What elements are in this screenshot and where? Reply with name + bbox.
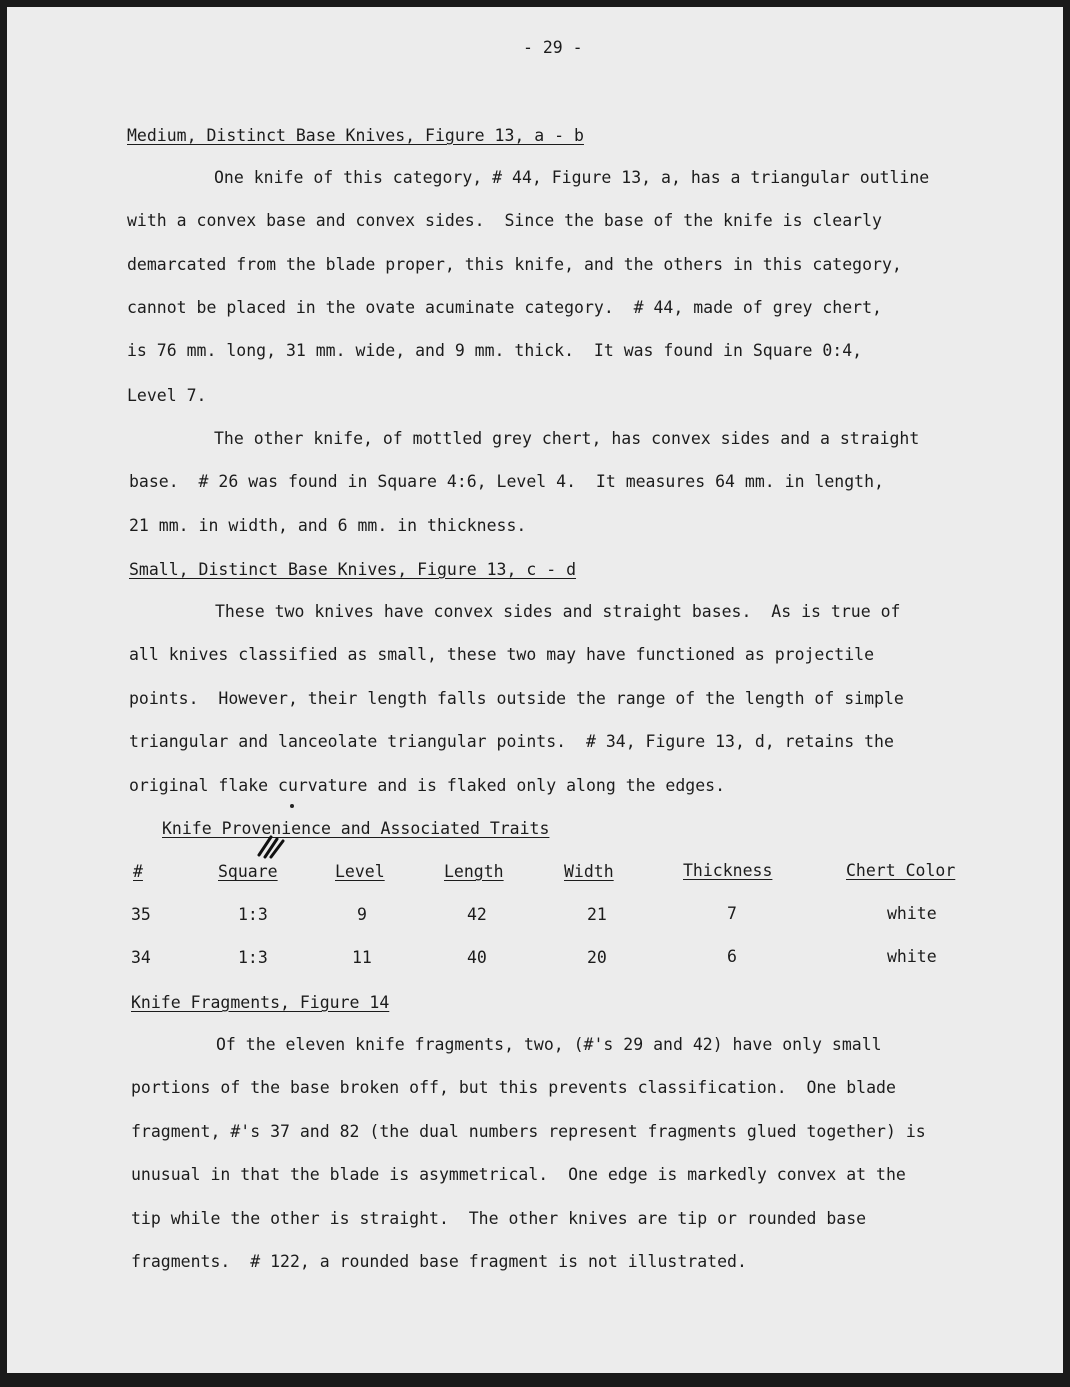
table-header-chert-color: Chert Color xyxy=(846,861,956,880)
section-heading-knife-fragments: Knife Fragments, Figure 14 xyxy=(131,993,390,1012)
table-title: Knife Provenience and Associated Traits xyxy=(162,819,550,838)
paragraph-line: These two knives have convex sides and straight bases. As is true of xyxy=(215,602,901,621)
paragraph-line: The other knife, of mottled grey chert, has convex sides and a straight xyxy=(214,429,920,448)
page-number: - 29 - xyxy=(523,38,583,57)
paragraph-line: Level 7. xyxy=(127,386,207,405)
table-cell: white xyxy=(887,947,937,966)
table-cell: 1:3 xyxy=(238,905,268,924)
paragraph-line: fragments. # 122, a rounded base fragment is not illustrated. xyxy=(131,1252,747,1271)
table-cell: 34 xyxy=(131,948,151,967)
paragraph-line: fragment, #'s 37 and 82 (the dual numbers represent fragments glued together) is xyxy=(131,1122,926,1141)
paragraph-line: tip while the other is straight. The other knives are tip or rounded base xyxy=(131,1209,867,1228)
table-cell: 40 xyxy=(467,948,487,967)
table-cell: white xyxy=(887,904,937,923)
paragraph-line: One knife of this category, # 44, Figure 13, a, has a triangular outline xyxy=(214,168,930,187)
table-cell: 9 xyxy=(357,905,367,924)
paragraph-line: original flake curvature and is flaked only along the edges. xyxy=(129,776,726,795)
document-page xyxy=(7,7,1063,1373)
table-cell: 7 xyxy=(727,904,737,923)
table-header-level: Level xyxy=(335,862,385,881)
table-header-square: Square xyxy=(218,862,278,881)
paragraph-line: portions of the base broken off, but this prevents classification. One blade xyxy=(131,1078,896,1097)
section-heading-small-knives: Small, Distinct Base Knives, Figure 13, c - d xyxy=(129,560,577,579)
paragraph-line: all knives classified as small, these two may have functioned as projectile xyxy=(129,645,875,664)
ink-mark xyxy=(255,833,289,859)
paragraph-line: cannot be placed in the ovate acuminate category. # 44, made of grey chert, xyxy=(127,298,882,317)
scan-speck xyxy=(290,804,294,808)
paragraph-line: with a convex base and convex sides. Since the base of the knife is clearly xyxy=(127,211,882,230)
paragraph-line: base. # 26 was found in Square 4:6, Level 4. It measures 64 mm. in length, xyxy=(129,472,884,491)
table-cell: 6 xyxy=(727,947,737,966)
table-cell: 11 xyxy=(352,948,372,967)
table-cell: 35 xyxy=(131,905,151,924)
table-header-width: Width xyxy=(564,862,614,881)
table-cell: 20 xyxy=(587,948,607,967)
paragraph-line: Of the eleven knife fragments, two, (#'s 29 and 42) have only small xyxy=(216,1035,882,1054)
paragraph-line: 21 mm. in width, and 6 mm. in thickness. xyxy=(129,516,527,535)
paragraph-line: is 76 mm. long, 31 mm. wide, and 9 mm. thick. It was found in Square 0:4, xyxy=(127,341,863,360)
paragraph-line: points. However, their length falls outside the range of the length of simple xyxy=(129,689,904,708)
table-header-length: Length xyxy=(444,862,504,881)
table-cell: 42 xyxy=(467,905,487,924)
table-cell: 21 xyxy=(587,905,607,924)
table-cell: 1:3 xyxy=(238,948,268,967)
paragraph-line: triangular and lanceolate triangular points. # 34, Figure 13, d, retains the xyxy=(129,732,894,751)
paragraph-line: unusual in that the blade is asymmetrical. One edge is markedly convex at the xyxy=(131,1165,906,1184)
paragraph-line: demarcated from the blade proper, this knife, and the others in this category, xyxy=(127,255,902,274)
table-header-number: # xyxy=(133,862,143,881)
section-heading-medium-knives: Medium, Distinct Base Knives, Figure 13, a - b xyxy=(127,126,584,145)
table-header-thickness: Thickness xyxy=(683,861,773,880)
